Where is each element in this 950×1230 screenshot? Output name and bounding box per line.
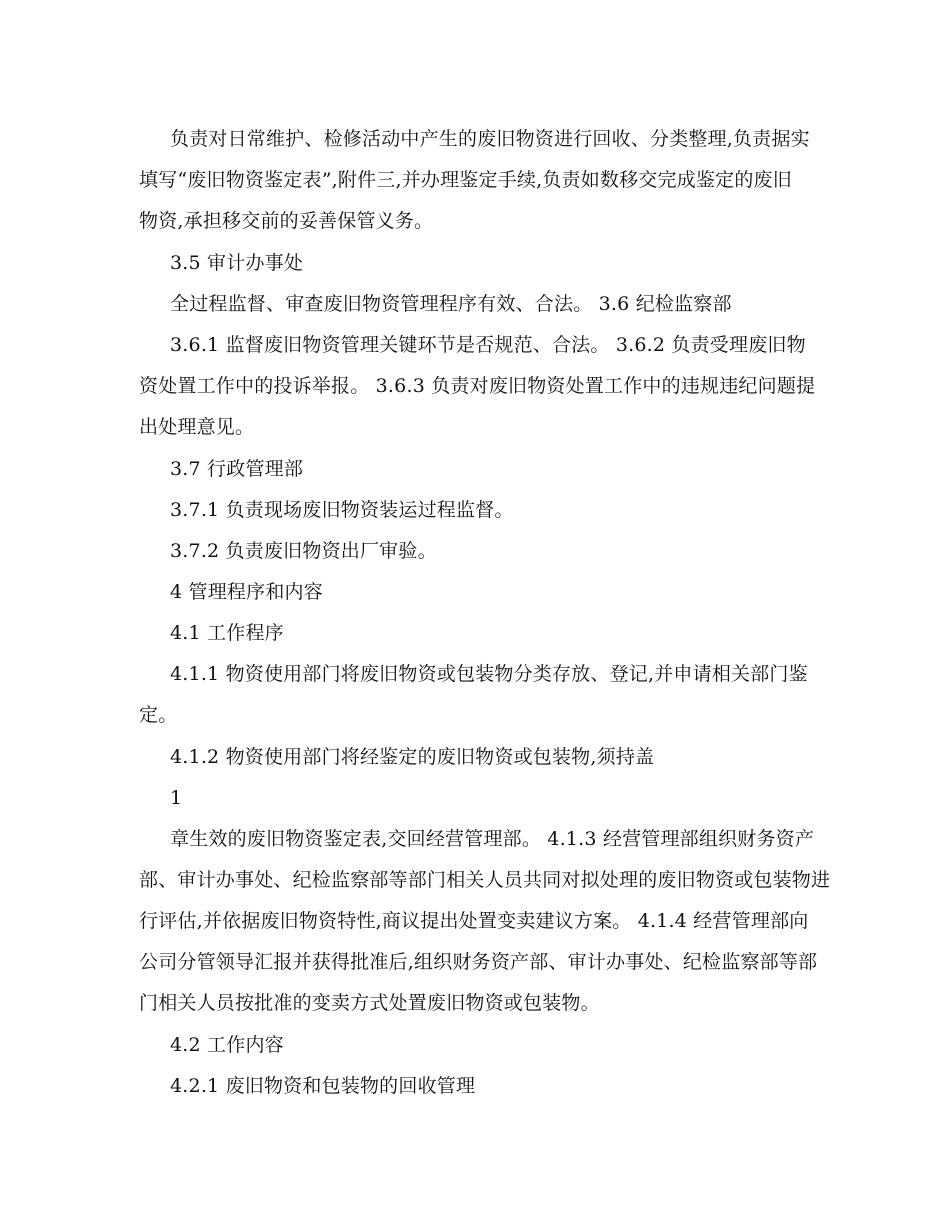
paragraph-line: 章生效的废旧物资鉴定表,交回经营管理部。 4.1.3 经营管理部组织财务资产 <box>170 828 815 850</box>
section-heading: 4.2 工作内容 <box>170 1034 284 1056</box>
paragraph-line: 门相关人员按批准的变卖方式处置废旧物资或包装物。 <box>139 992 600 1014</box>
paragraph-line: 物资,承担移交前的妥善保管义务。 <box>139 210 434 232</box>
section-heading: 4.1 工作程序 <box>170 622 284 644</box>
paragraph-line: 4.1.1 物资使用部门将废旧物资或包装物分类存放、登记,并申请相关部门鉴 <box>170 663 808 685</box>
paragraph-line: 全过程监督、审查废旧物资管理程序有效、合法。 3.6 纪检监察部 <box>170 293 732 315</box>
paragraph-line: 公司分管领导汇报并获得批准后,组织财务资产部、审计办事处、纪检监察部等部 <box>139 951 818 973</box>
section-heading: 4.2.1 废旧物资和包装物的回收管理 <box>170 1075 476 1097</box>
paragraph-line: 资处置工作中的投诉举报。 3.6.3 负责对废旧物资处置工作中的违规违纪问题提 <box>139 375 816 397</box>
paragraph-line: 出处理意见。 <box>139 416 255 438</box>
section-heading: 3.5 审计办事处 <box>170 252 304 274</box>
paragraph-line: 定。 <box>139 704 178 726</box>
section-heading: 4 管理程序和内容 <box>170 581 323 603</box>
paragraph-line: 负责对日常维护、检修活动中产生的废旧物资进行回收、分类整理,负责据实 <box>170 128 810 150</box>
section-heading: 3.7 行政管理部 <box>170 458 304 480</box>
paragraph-line: 部、审计办事处、纪检监察部等部门相关人员共同对拟处理的废旧物资或包装物进 <box>139 869 831 891</box>
page-number: 1 <box>170 787 183 809</box>
paragraph-line: 行评估,并依据废旧物资特性,商议提出处置变卖建议方案。 4.1.4 经营管理部向 <box>139 910 809 932</box>
paragraph-line: 4.1.2 物资使用部门将经鉴定的废旧物资或包装物,须持盖 <box>170 746 655 768</box>
paragraph-line: 3.7.2 负责废旧物资出厂审验。 <box>170 540 437 562</box>
paragraph-line: 填写“废旧物资鉴定表”,附件三,并办理鉴定手续,负责如数移交完成鉴定的废旧 <box>139 169 792 191</box>
paragraph-line: 3.6.1 监督废旧物资管理关键环节是否规范、合法。 3.6.2 负责受理废旧物 <box>170 334 806 356</box>
paragraph-line: 3.7.1 负责现场废旧物资装运过程监督。 <box>170 499 514 521</box>
